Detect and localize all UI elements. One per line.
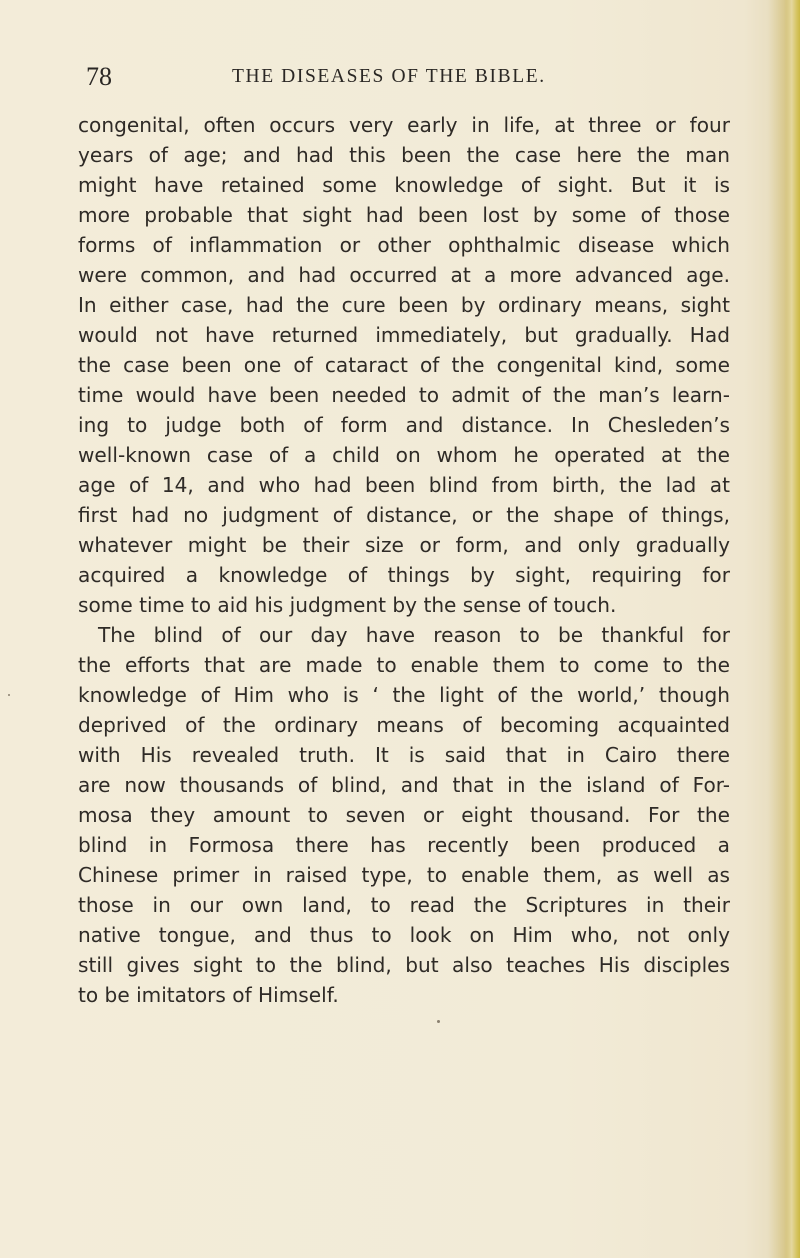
paper-speck (437, 1020, 440, 1023)
text-line-12: well-known case of a child on whom he operated at the (78, 443, 730, 467)
text-line-7: In either case, had the cure been by ordinary means, sight (78, 293, 730, 317)
text-line-24: mosa they amount to seven or eight thousand. For the (78, 803, 730, 827)
text-line-19: the efforts that are made to enable them to come to the (78, 653, 730, 677)
text-line-18: The blind of our day have reason to be thankful for (98, 623, 730, 647)
text-line-27: those in our own land, to read the Scriptures in their (78, 893, 730, 917)
text-line-30: to be imitators of Himself. (78, 983, 339, 1007)
paper-speck (8, 694, 10, 696)
text-line-28: native tongue, and thus to look on Him who, not only (78, 923, 730, 947)
text-line-23: are now thousands of blind, and that in the island of For- (78, 773, 730, 797)
text-line-5: forms of inflammation or other ophthalmic disease which (78, 233, 730, 257)
text-line-11: ing to judge both of form and distance. In Chesleden’s (78, 413, 730, 437)
running-title: THE DISEASES OF THE BIBLE. (232, 66, 546, 87)
text-line-10: time would have been needed to admit of the man’s learn- (78, 383, 730, 407)
text-line-26: Chinese primer in raised type, to enable them, as well as (78, 863, 730, 887)
text-line-20: knowledge of Him who is ‘ the light of the world,’ though (78, 683, 730, 707)
text-line-14: first had no judgment of distance, or the shape of things, (78, 503, 730, 527)
text-line-16: acquired a knowledge of things by sight, requiring for (78, 563, 730, 587)
text-line-3: might have retained some knowledge of sight. But it is (78, 173, 730, 197)
page-number: 78 (86, 62, 112, 91)
text-line-29: still gives sight to the blind, but also teaches His disciples (78, 953, 730, 977)
text-line-15: whatever might be their size or form, and only gradually (78, 533, 730, 557)
page-header (86, 62, 726, 96)
text-line-1: congenital, often occurs very early in life, at three or four (78, 113, 730, 137)
text-line-4: more probable that sight had been lost by some of those (78, 203, 730, 227)
text-line-2: years of age; and had this been the case here the man (78, 143, 730, 167)
text-line-9: the case been one of cataract of the congenital kind, some (78, 353, 730, 377)
text-line-8: would not have returned immediately, but gradually. Had (78, 323, 730, 347)
text-line-21: deprived of the ordinary means of becoming acquainted (78, 713, 730, 737)
text-line-17: some time to aid his judgment by the sense of touch. (78, 593, 617, 617)
page-edge-shadow (786, 0, 800, 1258)
text-line-13: age of 14, and who had been blind from birth, the lad at (78, 473, 730, 497)
text-line-22: with His revealed truth. It is said that in Cairo there (78, 743, 730, 767)
body-text (78, 110, 730, 1010)
text-line-25: blind in Formosa there has recently been produced a (78, 833, 730, 857)
text-line-6: were common, and had occurred at a more advanced age. (78, 263, 730, 287)
